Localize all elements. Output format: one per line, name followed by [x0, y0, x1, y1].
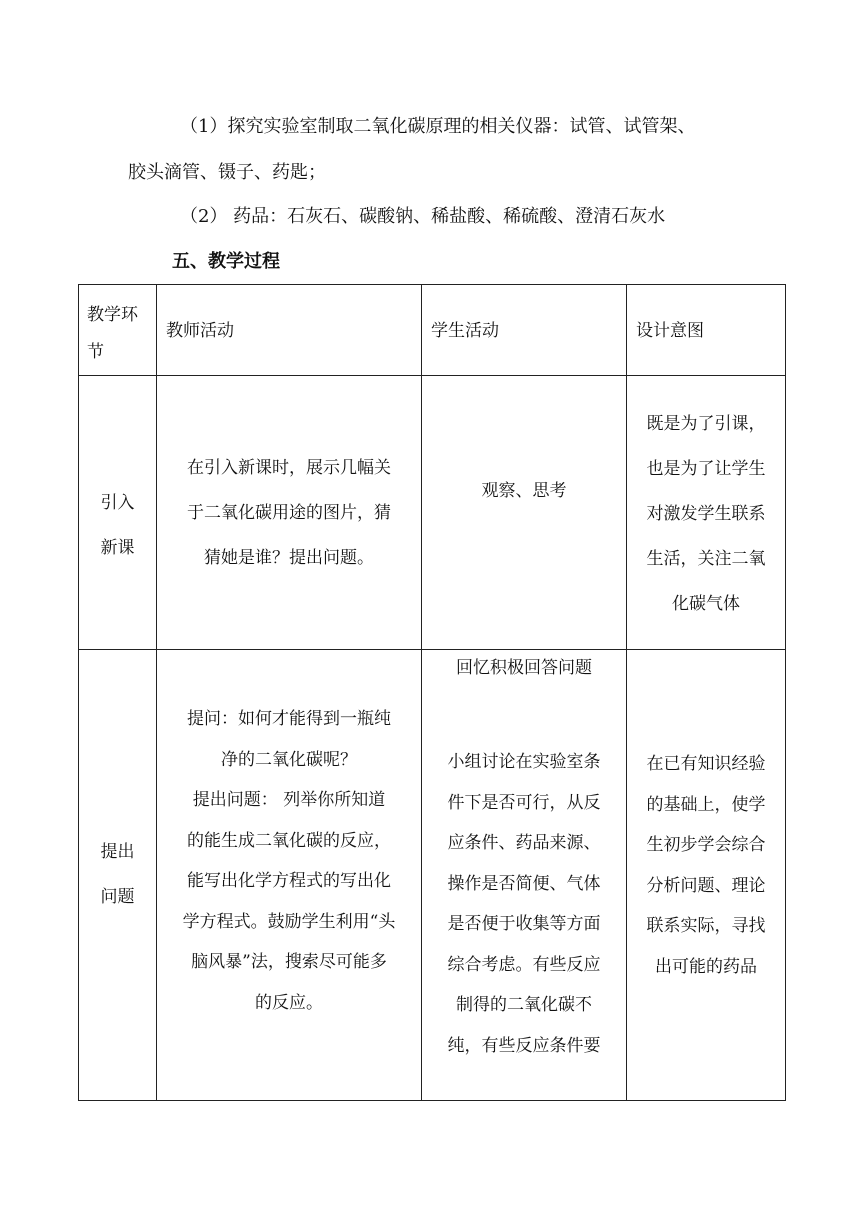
row2-intent-line: 的基础上，使学 — [646, 794, 766, 815]
row2-student-line: 应条件、药品来源、 — [447, 833, 601, 853]
row2-student-line: 件下是否可行，从反 — [447, 792, 601, 813]
row1-stage-line: 新课 — [100, 538, 135, 558]
section-heading: 五、教学过程 — [172, 251, 280, 272]
row1-stage-line: 引入 — [100, 493, 135, 513]
row2-student-line: 是否便于收集等方面 — [447, 914, 601, 934]
row2-intent-line: 在已有知识经验 — [646, 754, 766, 774]
row2-teacher-line: 的反应。 — [255, 992, 323, 1013]
row2-student-line: 纯，有些反应条件要 — [447, 1035, 601, 1056]
row2-teacher-line: 提问：如何才能得到一瓶纯 — [187, 709, 391, 729]
row1-stage — [79, 376, 157, 650]
table-row — [79, 376, 786, 650]
row2-teacher-line: 净的二氧化碳呢？ — [221, 749, 357, 770]
header-intent-label: 设计意图 — [636, 321, 704, 341]
row1-intent-line: 也是为了让学生 — [646, 459, 766, 479]
row2-student-top-line: 回忆积极回答问题 — [456, 658, 592, 678]
header-student — [422, 285, 627, 376]
table-row — [79, 650, 786, 1101]
row1-teacher-line: 于二氧化碳用途的图片，猜 — [187, 503, 391, 523]
row1-intent-line: 化碳气体 — [672, 594, 740, 614]
row2-stage — [79, 650, 157, 1101]
row1-student-line: 观察、思考 — [481, 481, 567, 501]
row2-stage-line: 问题 — [100, 887, 135, 907]
teaching-process-table — [78, 284, 786, 1101]
header-student-label: 学生活动 — [431, 321, 499, 341]
header-stage-line1: 教学环 — [87, 305, 138, 325]
row2-intent-line: 出可能的药品 — [655, 956, 757, 977]
row2-intent — [627, 650, 786, 1101]
row2-stage-line: 提出 — [100, 842, 135, 862]
row1-teacher — [157, 376, 422, 650]
row2-student-line: 制得的二氧化碳不 — [456, 995, 592, 1015]
row2-teacher-line: 提出问题： 列举你所知道 — [192, 790, 386, 810]
header-intent — [627, 285, 786, 376]
row1-intent-line: 对激发学生联系 — [646, 504, 766, 524]
table-header-row — [79, 285, 786, 376]
row2-intent-line: 分析问题、理论 — [646, 875, 766, 896]
row1-intent-line: 既是为了引课， — [646, 414, 766, 434]
row2-student — [422, 650, 627, 1101]
paragraph-instruments-continued: 胶头滴管、镊子、药匙； — [128, 162, 326, 183]
row2-intent-line: 联系实际，寻找 — [646, 916, 766, 936]
header-teacher — [157, 285, 422, 376]
row1-intent-line: 生活，关注二氧 — [646, 549, 766, 569]
header-stage-line2: 节 — [87, 342, 104, 362]
row2-teacher-line: 的能生成二氧化碳的反应， — [187, 830, 391, 851]
row2-teacher-line: 能写出化学方程式的写出化 — [187, 871, 391, 891]
row1-intent — [627, 376, 786, 650]
paragraph-reagents: （2） 药品：石灰石、碳酸钠、稀盐酸、稀硫酸、澄清石灰水 — [180, 206, 666, 227]
row2-student-line: 操作是否简便、气体 — [447, 873, 601, 894]
row2-teacher — [157, 650, 422, 1101]
row1-teacher-line: 猜她是谁？提出问题。 — [204, 548, 374, 568]
row2-student-line: 小组讨论在实验室条 — [447, 752, 601, 772]
header-teacher-label: 教师活动 — [166, 321, 234, 341]
row2-intent-line: 生初步学会综合 — [646, 835, 766, 855]
row2-teacher-line: 学方程式。鼓励学生利用“头 — [182, 911, 396, 932]
row2-student-line: 综合考虑。有些反应 — [447, 954, 601, 975]
row2-teacher-line: 脑风暴”法，搜索尽可能多 — [191, 952, 387, 972]
paragraph-instruments: （1）探究实验室制取二氧化碳原理的相关仪器：试管、试管架、 — [180, 116, 696, 137]
row1-student — [422, 376, 627, 650]
row1-teacher-line: 在引入新课时，展示几幅关 — [187, 458, 391, 478]
header-stage — [79, 285, 157, 376]
